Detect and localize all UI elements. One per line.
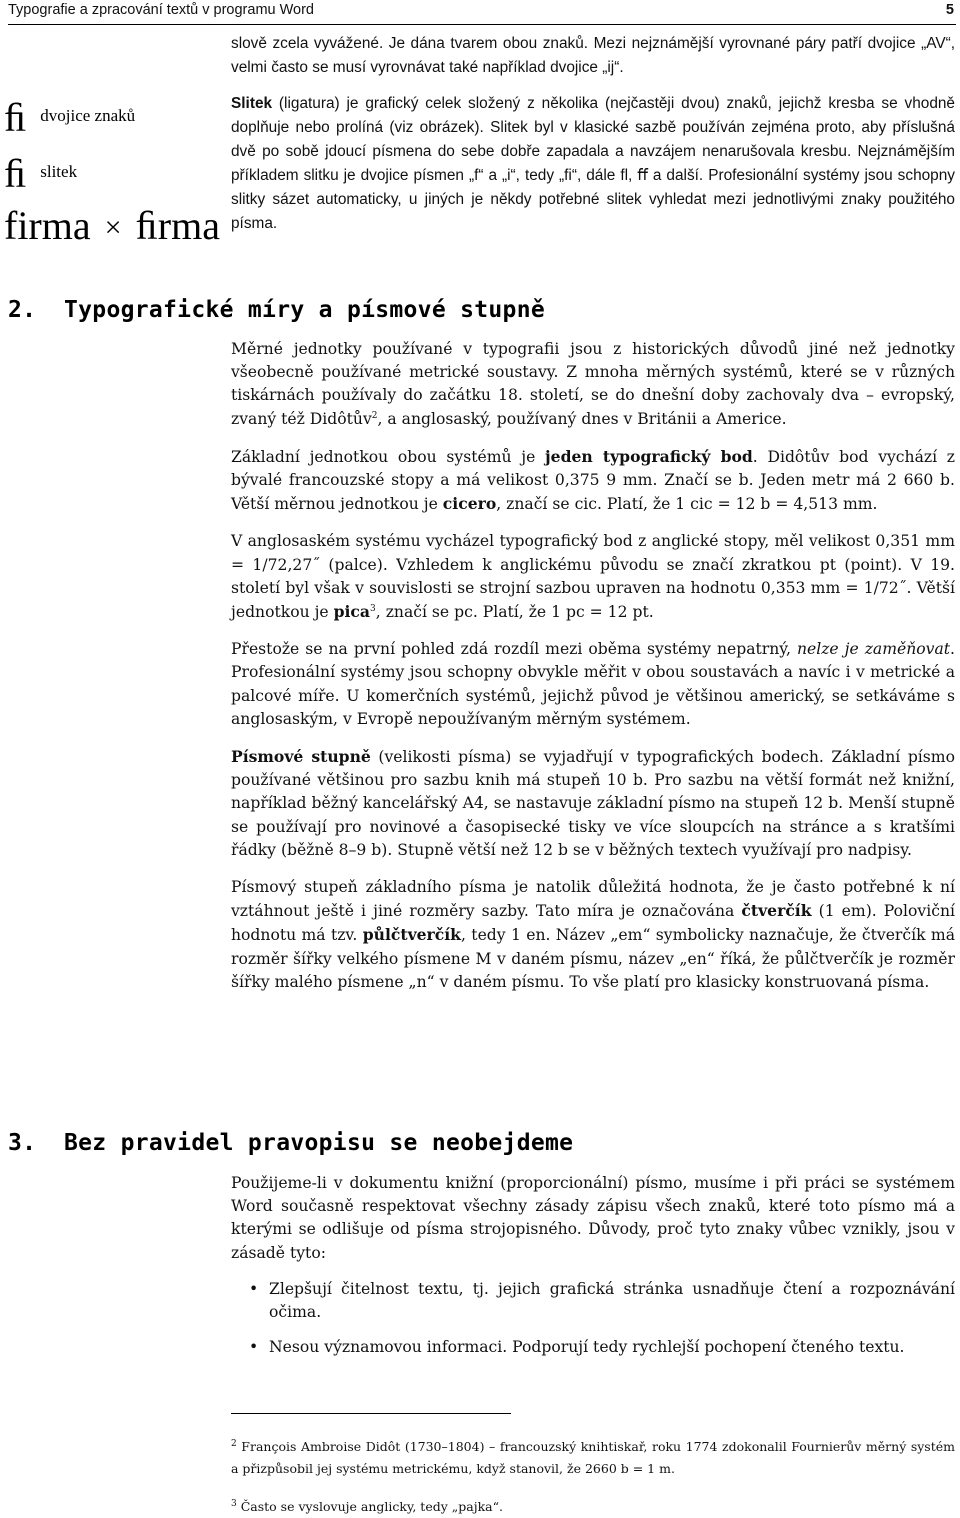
ligature-label-slitek: slitek <box>40 162 78 181</box>
cross-symbol: × <box>104 211 122 244</box>
footnote-3: $^3$ Často se vyslovuje anglicky, tedy „pajka“. <box>231 1498 503 1514</box>
section-3-title: Bez pravidel pravopisu se neobejdeme <box>64 1130 574 1156</box>
ligature-row-firma <box>4 202 220 249</box>
term-pulctvercik: půlčtverčík <box>362 925 461 945</box>
reasons-list <box>231 1278 955 1372</box>
header-title: Typografie a zpracování textů v programu Word <box>8 2 314 18</box>
paragraph-anglo: V anglosaském systému vycházel typografický bod z anglické stopy, měl velikost 0,351 mm = 1/72,27˝ (palce). Vzhledem k anglickému původu se značí zkratkou pt (point). V 19. století byl však v souvislosti se strojní sazbou upraven na hodnotu 0,353 mm = 1/72˝. Větší jednotkou je pica$^3$, značí se pc. Platí, že 1 pc = 12 pt. <box>231 532 955 622</box>
term-pismove-stupne: Písmové stupně <box>231 747 371 767</box>
paragraph-units: Měrné jednotky používané v typografii jsou z historických důvodů jiné než jednotky všeobecně používané metrické soustavy. Z mnoha měrných systémů, které se v různých tiskárnách používaly do začátku 18. století, se do dnešní doby zachovaly dva – evropský, zvaný též Didôtův$^2$, a anglosaský, používaný dnes v Británii a Americe. <box>231 340 955 428</box>
footnote-3-mark: 3 <box>231 1498 237 1509</box>
firma-without-ligature: firma <box>4 203 91 248</box>
paragraph-ctvercik: Písmový stupeň základního písma je natolik důležitá hodnota, že je často potřebné k ní vztáhnout ještě i jiné rozměry sazby. Tato míra je označována čtverčík (1 em). Poloviční hodnotu má tzv. půlčtverčík, tedy 1 en. Název „em“ symbolicky naznačuje, že čtverčík má rozměr šířky velkého písmene M v daném písmu, název „en“ říká, že půlčtverčík je rozměr šířky malého písmene „n“ v daném písmu. To vše platí pro klasicky konstruovaná písma. <box>231 878 955 991</box>
bullet-icon: • <box>249 1280 259 1298</box>
bullet-icon: • <box>249 1338 259 1357</box>
fi-ligature-glyph: ﬁ <box>4 95 27 140</box>
section-2-body <box>231 338 955 994</box>
ligature-row-pair <box>4 94 135 141</box>
ligature-label-pair: dvojice znaků <box>40 106 136 125</box>
footnote-2: $^2$ François Ambroise Didôt (1730–1804) – francouzský knihtiskař, roku 1774 zdokonalil Fournierův měrný systém a přizpůsobil jej systému metrickému, když stanovil, že 2660 b = 1 m. <box>231 1438 955 1476</box>
fi-ligature-glyph: ﬁ <box>4 151 27 196</box>
section-2-title: Typografické míry a písmové stupně <box>64 297 546 323</box>
term-cicero: cicero <box>442 494 497 514</box>
intro-text <box>231 32 955 236</box>
ligature-row-slitek <box>4 150 77 197</box>
intro-paragraph-1: slově zcela vyvážené. Je dána tvarem obou znaků. Mezi nejznámější vyrovnané páry patří dvojice „AV“, velmi často se musí vyrovnávat také například dvojice „ij“. <box>231 35 955 76</box>
footnote-separator <box>231 1413 511 1414</box>
intro-paragraph-slitek <box>231 92 955 236</box>
page-header <box>8 0 956 25</box>
footnote-2-mark: 2 <box>231 1438 237 1449</box>
firma-with-ligature: ﬁrma <box>135 203 220 248</box>
paragraph-didot: Základní jednotkou obou systémů je jeden typografický bod. Didôtův bod vychází z bývalé francouzské stopy a má velikost 0,375 9 mm. Značí se b. Jeden metr má 2 660 b. Větší měrnou jednotkou je cicero, značí se cic. Platí, že 1 cic = 12 b = 4,513 mm. <box>231 446 956 514</box>
paragraph-difference: Přestože se na první pohled zdá rozdíl mezi oběma systémy nepatrný, nelze je zaměňovat. Profesionální systémy jsou schopny obvykle měřit v obou soustavách a navíc i v metrické a palcové míře. U komerčních systémů, jejichž původ je většinou americký, se setkáváme s anglosaským, v Evropě nepoužívaným měrným systémem. <box>231 640 955 728</box>
term-typograficky-bod: jeden typografický bod <box>545 446 753 466</box>
footnote-ref-2[interactable]: 2 <box>371 410 378 421</box>
list-item: • Nesou významovou informaci. Podporují tedy rychlejší pochopení čteného textu. <box>231 1336 955 1359</box>
term-pica: pica <box>333 602 371 622</box>
section-3-body <box>231 1172 955 1265</box>
emphasis-nelze-zamenovat: nelze je zaměňovat <box>796 640 951 659</box>
page-number: 5 <box>945 2 954 18</box>
section-2-heading <box>8 297 545 323</box>
slitek-definition: (ligatura) je grafický celek složený z několika (nejčastěji dvou) znaků, jejichž kresba se vhodně doplňuje nebo prolíná (viz obrázek). Slitek byl v klasické sazbě používán zejména proto, aby příslušná dvě po sobě jdoucí písmena do sebe dobře zapadala a navzájem nenarušovala kresbu. Nejznámějším příkladem slitku je dvojice písmen „f“ a „i“, tedy „ﬁ“, dále ﬂ, ﬀ a další. Profesionální systémy jsou schopny slitky sázet automaticky, u jiných je někdy potřebné slitek vyhledat mezi jednotlivými znaky použitého písma. <box>231 95 955 232</box>
footnote-ref-3[interactable]: 3 <box>370 603 376 614</box>
term-slitek: Slitek <box>231 95 273 112</box>
paragraph-pismove-stupne: Písmové stupně (velikosti písma) se vyjadřují v typografických bodech. Základní písmo používané většinou pro sazbu knih má stupeň 10 b. Pro sazbu na větší formát než knižní, například běžný kancelářský A4, se nastavuje základní písmo na stupeň 12 b. Menší stupně se používají pro novinové a časopisecké tisky ve více sloupcích na stránce a s kratšími řádky (běžně 8–9 b). Stupně větší než 12 b se v běžných textech využívají pro nadpisy. <box>231 747 955 859</box>
list-item: • Zlepšují čitelnost textu, tj. jejich grafická stránka usnadňuje čtení a rozpoznávání očima. <box>249 1280 955 1322</box>
section-3-number: 3. <box>8 1130 37 1156</box>
section-2-number: 2. <box>8 297 37 323</box>
term-ctvercik: čtverčík <box>741 901 812 921</box>
paragraph-pravopis: Použijeme-li v dokumentu knižní (proporcionální) písmo, musíme i při práci se systémem Word současně respektovat všechny zásady zápisu všech znaků, které toto písmo má a kterými se odlišuje od písma strojopisného. Důvody, proč tyto znaky vůbec vznikly, jsou v zásadě tyto: <box>231 1174 955 1262</box>
section-3-heading <box>8 1130 573 1156</box>
